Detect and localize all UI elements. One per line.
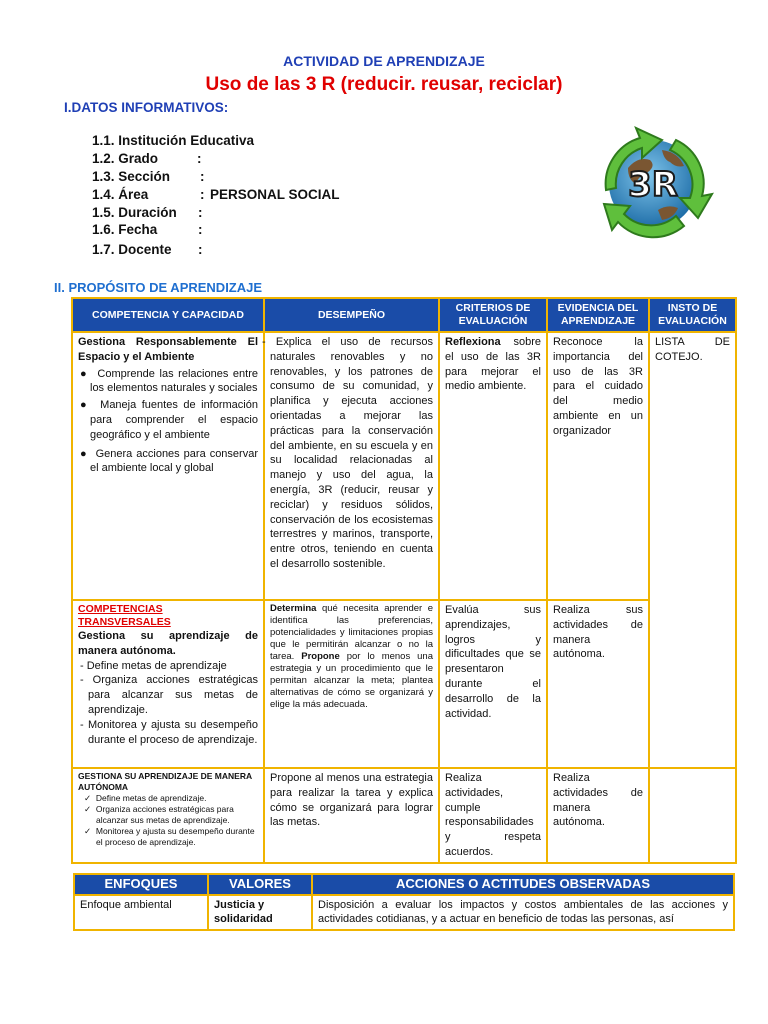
- desempeno-cell: Determina qué necesita aprender e identifica las preferencias, potencialidades y limitaciones propias que le permitirán alcanzar o no la tarea. Propone por lo menos una estrategia y un procedimiento que le permitan alcanzar la meta; plantea alternativas de cómo se organizará y elige la más adecuada.: [264, 600, 439, 768]
- desempeno-cell: Propone al menos una estrategia para realizar la tarea y explica cómo se organizará para lograr las metas.: [264, 768, 439, 863]
- table-row: [72, 332, 736, 600]
- enfoques-table: [73, 873, 735, 931]
- enfoque-cell: Enfoque ambiental: [74, 895, 208, 930]
- section-datos-informativos: I.DATOS INFORMATIVOS:: [64, 100, 229, 115]
- table-row: [74, 895, 734, 930]
- competencia-title: Gestiona su aprendizaje de manera autónoma.: [78, 630, 258, 657]
- recycle-3r-logo-icon: [588, 118, 718, 248]
- evidencia-cell: Reconoce la importancia del uso de las 3R para el cuidado del medio ambiente en un organizador: [547, 332, 649, 600]
- info-colon: :: [197, 151, 202, 166]
- header-desempeno: DESEMPEÑO: [264, 298, 439, 332]
- section-proposito: II. PROPÓSITO DE APRENDIZAJE: [54, 280, 263, 295]
- header-evidencia: EVIDENCIA DEL APRENDIZAJE: [547, 298, 649, 332]
- evidencia-cell: Realiza sus actividades de manera autónoma.: [547, 600, 649, 768]
- competencia-transversal-cell: [72, 600, 264, 768]
- capacidad-item: ✓ Organiza acciones estratégicas para alcanzar sus metas de aprendizaje.: [84, 804, 234, 825]
- header-valores: VALORES: [208, 874, 312, 895]
- table-row: [72, 768, 736, 863]
- info-label: 1.3. Sección: [92, 169, 171, 184]
- info-label: 1.1. Institución Educativa: [92, 133, 255, 148]
- valor-cell: Justicia y solidaridad: [208, 895, 312, 930]
- criterio-cell: Evalúa sus aprendizajes, logros y dificultades que se presentaron durante el desarrollo de la actividad.: [439, 600, 547, 768]
- info-value-area: PERSONAL SOCIAL: [210, 187, 340, 202]
- purpose-table: [71, 297, 737, 864]
- table-row: [72, 600, 736, 768]
- info-colon: :: [200, 169, 205, 184]
- capacidad-item: - Define metas de aprendizaje: [80, 659, 227, 672]
- instrumento-cell: LISTA DE COTEJO.: [649, 332, 736, 768]
- criterio-cell: Realiza actividades, cumple responsabilidades y respeta acuerdos.: [439, 768, 547, 863]
- info-label: 1.6. Fecha: [92, 222, 158, 237]
- desempeno-cell: - Explica el uso de recursos naturales renovables y no renovables, y los patrones de consumo de su comunidad, y planifica y ejecuta acciones orientadas a mejorar las prácticas para la conservación del ambiente, en su escuela y en su localidad relacionadas al manejo y uso del agua, la energía, 3R (reducir, reusar y reciclar) y residuos sólidos, conservación de los ecosistemas terrestres y marinos, transporte, entre otros, teniendo en cuenta el desarrollo sostenible.: [264, 332, 439, 600]
- info-label: 1.5. Duración: [92, 205, 177, 220]
- capacidad-item: ● Comprende las relaciones entre los elementos naturales y sociales: [80, 367, 258, 395]
- info-colon: :: [200, 187, 205, 202]
- capacidad-item: ✓ Define metas de aprendizaje.: [84, 793, 207, 803]
- accion-cell: Disposición a evaluar los impactos y costos ambientales de las acciones y actividades cotidianas, y a actuar en beneficio de todas las personas, así: [312, 895, 734, 930]
- capacidad-item: ● Genera acciones para conservar el ambiente local y global: [80, 447, 258, 475]
- header-acciones: ACCIONES O ACTITUDES OBSERVADAS: [312, 874, 734, 895]
- capacidad-item: ✓ Monitorea y ajusta su desempeño durante el proceso de aprendizaje.: [84, 826, 255, 847]
- info-colon: :: [198, 242, 203, 257]
- capacidad-item: - Monitorea y ajusta su desempeño durante el proceso de aprendizaje.: [80, 718, 258, 746]
- header-enfoques: ENFOQUES: [74, 874, 208, 895]
- competencia-title: Gestiona Responsablemente El Espacio y el Ambiente: [78, 336, 258, 363]
- info-colon: :: [198, 222, 203, 237]
- instrumento-cell: [649, 768, 736, 863]
- competencia-cell: [72, 332, 264, 600]
- header-competencia: COMPETENCIA Y CAPACIDAD: [72, 298, 264, 332]
- header-criterios: CRITERIOS DE EVALUACIÓN: [439, 298, 547, 332]
- transversal-label: COMPETENCIAS TRANSVERSALES: [78, 603, 171, 628]
- enfoques-header-row: [74, 874, 734, 895]
- competencia-title: GESTIONA SU APRENDIZAJE DE MANERA AUTÓNOMA: [78, 771, 252, 792]
- criterio-cell: Reflexiona sobre el uso de las 3R para mejorar el medio ambiente.: [439, 332, 547, 600]
- info-label: 1.4. Área: [92, 187, 149, 202]
- activity-subtitle: Uso de las 3 R (reducir. reusar, reciclar): [205, 74, 563, 95]
- table-header-row: [72, 298, 736, 332]
- capacidad-item: ● Maneja fuentes de información para comprender el espacio geográfico y el ambiente: [80, 399, 258, 441]
- header-instrumento: INSTO DE EVALUACIÓN: [649, 298, 736, 332]
- activity-title: ACTIVIDAD DE APRENDIZAJE: [283, 53, 485, 69]
- info-colon: :: [198, 205, 203, 220]
- info-label: 1.2. Grado: [92, 151, 159, 166]
- info-label: 1.7. Docente: [92, 242, 172, 257]
- evidencia-cell: Realiza actividades de manera autónoma.: [547, 768, 649, 863]
- capacidad-item: - Organiza acciones estratégicas para alcanzar sus metas de aprendizaje.: [80, 674, 258, 716]
- competencia-cell: [72, 768, 264, 863]
- logo-text: 3R: [628, 165, 678, 205]
